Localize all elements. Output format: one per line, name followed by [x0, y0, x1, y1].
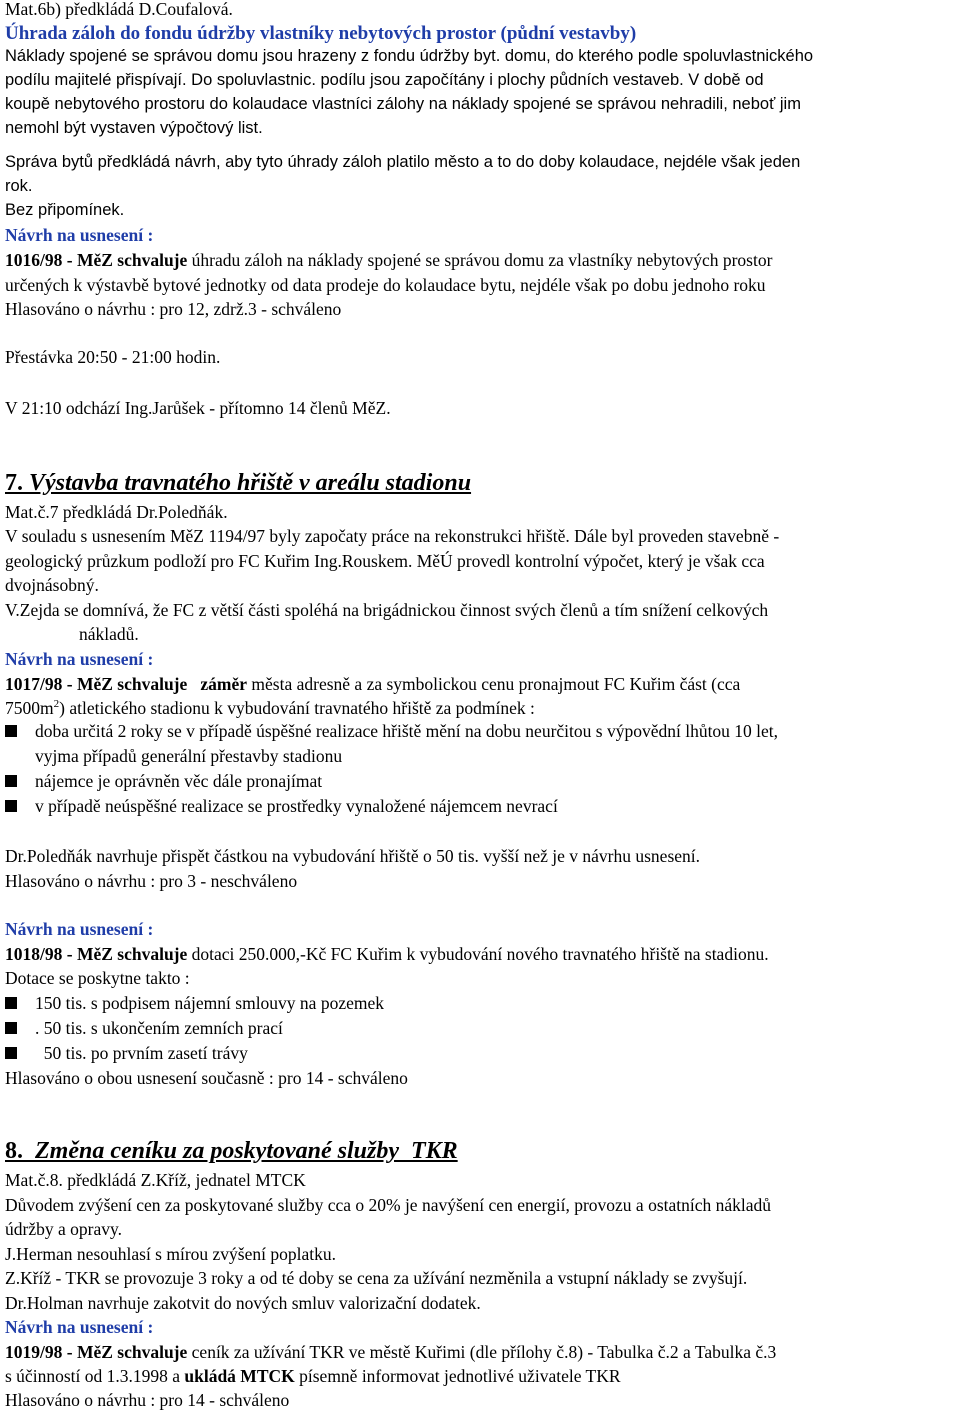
funding-item: . 50 tis. s ukončením zemních prací	[35, 1018, 283, 1038]
section-heading-text: Změna ceníku za poskytované služby TKR	[23, 1138, 458, 1164]
paragraph-line: rok.	[5, 177, 33, 195]
paragraph-line: podílu majitelé přispívají. Do spoluvlastnic. podílu jsou započítány i plochy půdních vestaveb. V době od	[5, 71, 764, 89]
paragraph-line: Dr.Poledňák navrhuje přispět částkou na vybudování hřiště o 50 tis. vyšší než je v návrhu usnesení.	[5, 846, 701, 866]
resolution-text: ) atletického stadionu k vybudování travnatého hřiště za podmínek :	[59, 698, 535, 718]
bullet-marker	[5, 1022, 17, 1034]
condition-item: nájemce je oprávněn věc dále pronajímat	[35, 771, 323, 791]
resolution-line: určených k výstavbě bytové jednotky od data prodeje do kolaudace bytu, nejdéle však po dobu jednoho roku	[5, 275, 766, 295]
paragraph-line: nemohl být vystaven výpočtový list.	[5, 119, 263, 137]
paragraph-line: Z.Kříž - TKR se provozuje 3 roky a od té doby se cena za užívání nezměnila a vstupní náklady se zvyšují.	[5, 1268, 748, 1288]
resolution-line	[5, 942, 769, 966]
resolution-keyword: ukládá MTCK	[184, 1366, 295, 1386]
paragraph-line: dvojnásobný.	[5, 575, 99, 595]
resolution-text: písemně informovat jednotlivé uživatele TKR	[294, 1366, 621, 1386]
paragraph-line: geologický průzkum podloží pro FC Kuřim Ing.Rouskem. MěÚ provedl kontrolní výpočet, který je však cca	[5, 551, 765, 571]
condition-item: doba určitá 2 roky se v případě úspěšné realizace hřiště mění na dobu neurčitou s výpovědní lhůtou 10 let,	[35, 721, 779, 741]
resolution-number: 1019/98 - MěZ schvaluje	[5, 1342, 188, 1362]
bullet-marker	[5, 997, 17, 1009]
paragraph-line: Náklady spojené se správou domu jsou hrazeny z fondu údržby byt. domu, do kterého podle spoluvlastnického	[5, 47, 814, 65]
resolution-line	[5, 1340, 776, 1364]
paragraph-line: nákladů.	[79, 624, 139, 644]
vote-result: Hlasováno o návrhu : pro 14 - schváleno	[5, 1390, 290, 1410]
paragraph-line: Dr.Holman navrhuje zakotvit do nových smluv valorizační dodatek.	[5, 1293, 481, 1313]
area-value: 7500m	[5, 698, 54, 718]
resolution-line: Dotace se poskytne takto :	[5, 968, 190, 988]
section-heading	[5, 468, 471, 498]
section-number: 7.	[5, 470, 23, 496]
section-heading-text: Výstavba travnatého hřiště v areálu stadionu	[23, 470, 472, 496]
paragraph-line: J.Herman nesouhlasí s mírou zvýšení poplatku.	[5, 1244, 336, 1264]
bullet-marker	[5, 1047, 17, 1059]
resolution-keyword: záměr	[200, 674, 248, 694]
section-heading	[5, 1136, 458, 1166]
paragraph-line: koupě nebytového prostoru do kolaudace vlastníci zálohy na náklady spojené se správou nehradili, neboť jim	[5, 95, 801, 113]
resolution-line	[5, 672, 740, 696]
resolution-text: s účinností od 1.3.1998 a	[5, 1366, 185, 1386]
paragraph-line: údržby a opravy.	[5, 1219, 122, 1239]
section-number: 8.	[5, 1138, 23, 1164]
resolution-text: města adresně a za symbolickou cenu pronajmout FC Kuřim část (cca	[247, 674, 741, 694]
bullet-marker	[5, 800, 17, 812]
resolution-number: 1017/98 - MěZ schvaluje	[5, 674, 188, 694]
resolution-text: ceník za užívání TKR ve městě Kuřimi (dle přílohy č.8) - Tabulka č.2 a Tabulka č.3	[187, 1342, 777, 1362]
paragraph-line: V souladu s usnesením MěZ 1194/97 byly započaty práce na rekonstrukci hřiště. Dále byl proveden stavebně -	[5, 526, 780, 546]
resolution-line	[5, 248, 772, 272]
resolution-line	[5, 696, 535, 720]
superscript: 2	[53, 698, 60, 710]
material-intro: Mat.6b) předkládá D.Coufalová.	[5, 0, 233, 19]
proposal-heading: Návrh na usnesení :	[5, 649, 154, 669]
section-title: Úhrada záloh do fondu údržby vlastníky nebytových prostor (půdní vestavby)	[5, 23, 637, 44]
proposal-heading: Návrh na usnesení :	[5, 225, 154, 245]
bullet-marker	[5, 775, 17, 787]
proposal-heading: Návrh na usnesení :	[5, 919, 154, 939]
paragraph-line: Bez připomínek.	[5, 201, 125, 219]
vote-result: Hlasováno o návrhu : pro 3 - neschváleno	[5, 871, 298, 891]
material-line: Mat.č.7 předkládá Dr.Poledňák.	[5, 502, 228, 522]
paragraph-line: V.Zejda se domnívá, že FC z větší části spoléhá na brigádnickou činnost svých členů a tím snížení celkových	[5, 600, 769, 620]
resolution-number: 1016/98 - MěZ schvaluje	[5, 250, 188, 270]
condition-item-cont: vyjma případů generální přestavby stadionu	[35, 746, 343, 766]
vote-result: Hlasováno o návrhu : pro 12, zdrž.3 - schváleno	[5, 299, 342, 319]
paragraph-line: Správa bytů předkládá návrh, aby tyto úhrady záloh platilo město a to do doby kolaudace, nejdéle však jeden	[5, 153, 801, 171]
paragraph-line: Důvodem zvýšení cen za poskytované služby cca o 20% je navýšení cen energií, provozu a ostatních nákladů	[5, 1195, 772, 1215]
bullet-marker	[5, 725, 17, 737]
resolution-text: úhradu záloh na náklady spojené se správou domu za vlastníky nebytových prostor	[187, 250, 773, 270]
resolution-line	[5, 1364, 621, 1388]
attendance-note: V 21:10 odchází Ing.Jarůšek - přítomno 14 členů MěZ.	[5, 398, 391, 418]
resolution-number: 1018/98 - MěZ schvaluje	[5, 944, 188, 964]
condition-item: v případě neúspěšné realizace se prostředky vynaložené nájemcem nevrací	[35, 796, 558, 816]
break-note: Přestávka 20:50 - 21:00 hodin.	[5, 347, 221, 367]
material-line: Mat.č.8. předkládá Z.Kříž, jednatel MTCK	[5, 1170, 306, 1190]
resolution-text: dotaci 250.000,-Kč FC Kuřim k vybudování nového travnatého hřiště na stadionu.	[187, 944, 769, 964]
funding-item: 150 tis. s podpisem nájemní smlouvy na pozemek	[35, 993, 384, 1013]
proposal-heading: Návrh na usnesení :	[5, 1317, 154, 1337]
funding-item: 50 tis. po prvním zasetí trávy	[35, 1043, 248, 1063]
vote-result: Hlasováno o obou usnesení současně : pro 14 - schváleno	[5, 1068, 408, 1088]
